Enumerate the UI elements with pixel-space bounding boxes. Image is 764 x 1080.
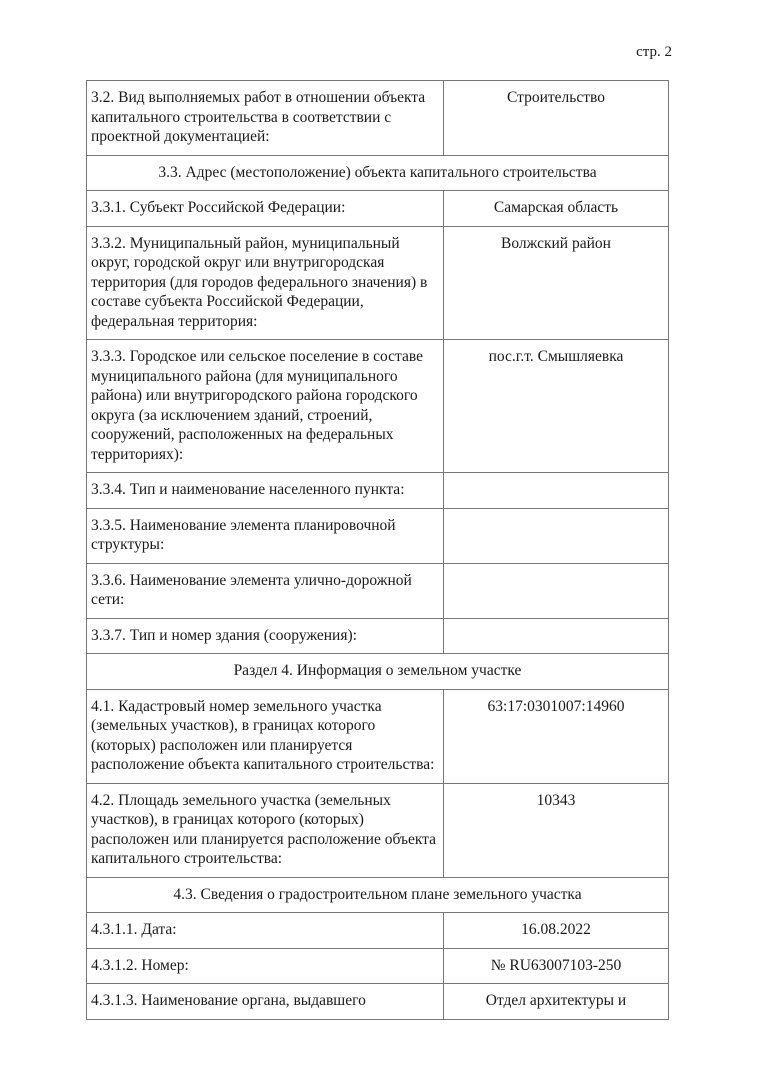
table-row: [87, 689, 669, 783]
table-row: [87, 563, 669, 618]
row-value: [444, 508, 669, 563]
row-label: 3.3.2. Муниципальный район, муниципальный округ, городской округ или внутригородская территория (для городов федерального значения) в составе субъекта Российской Федерации, федеральная территория:: [87, 226, 444, 340]
row-label: 3.2. Вид выполняемых работ в отношении объекта капитального строительства в соответствии с проектной документацией:: [87, 81, 444, 156]
row-label: 3.3.3. Городское или сельское поселение в составе муниципального района (для муниципального района) или внутригородского района городского округа (за исключением зданий, строений, сооружений, расположенных на федеральных территориях):: [87, 340, 444, 473]
row-label: 3.3.4. Тип и наименование населенного пункта:: [87, 473, 444, 509]
row-value: № RU63007103-250: [444, 948, 669, 984]
page-number: стр. 2: [636, 44, 672, 60]
permit-table: [86, 80, 669, 1020]
row-value: Отдел архитектуры и: [444, 984, 669, 1020]
row-value: 10343: [444, 783, 669, 877]
row-label: 4.3.1.3. Наименование органа, выдавшего: [87, 984, 444, 1020]
row-value: 63:17:0301007:14960: [444, 689, 669, 783]
section-header: 4.3. Сведения о градостроительном плане земельного участка: [87, 877, 669, 913]
row-label: 4.1. Кадастровый номер земельного участка (земельных участков), в границах которого (которых) расположен или планируется расположение объекта капитального строительства:: [87, 689, 444, 783]
table-row: [87, 984, 669, 1020]
row-value: [444, 618, 669, 654]
section-header-row: [87, 654, 669, 690]
row-label: 4.3.1.2. Номер:: [87, 948, 444, 984]
row-value: Волжский район: [444, 226, 669, 340]
row-label: 3.3.6. Наименование элемента улично-дорожной сети:: [87, 563, 444, 618]
row-value: 16.08.2022: [444, 913, 669, 949]
row-label: 3.3.1. Субъект Российской Федерации:: [87, 191, 444, 227]
table-row: [87, 948, 669, 984]
row-value: [444, 563, 669, 618]
row-value: Строительство: [444, 81, 669, 156]
row-value: пос.г.т. Смышляевка: [444, 340, 669, 473]
table-row: [87, 191, 669, 227]
table-row: [87, 81, 669, 156]
table-row: [87, 783, 669, 877]
table-row: [87, 473, 669, 509]
row-value: [444, 473, 669, 509]
section-header-row: [87, 877, 669, 913]
section-header: Раздел 4. Информация о земельном участке: [87, 654, 669, 690]
table-row: [87, 913, 669, 949]
row-label: 4.3.1.1. Дата:: [87, 913, 444, 949]
row-label: 4.2. Площадь земельного участка (земельных участков), в границах которого (которых) расположен или планируется расположение объекта капитального строительства:: [87, 783, 444, 877]
section-header: 3.3. Адрес (местоположение) объекта капитального строительства: [87, 155, 669, 191]
row-label: 3.3.5. Наименование элемента планировочной структуры:: [87, 508, 444, 563]
section-header-row: [87, 155, 669, 191]
table-row: [87, 226, 669, 340]
table-row: [87, 508, 669, 563]
row-value: Самарская область: [444, 191, 669, 227]
row-label: 3.3.7. Тип и номер здания (сооружения):: [87, 618, 444, 654]
table-row: [87, 340, 669, 473]
table-row: [87, 618, 669, 654]
